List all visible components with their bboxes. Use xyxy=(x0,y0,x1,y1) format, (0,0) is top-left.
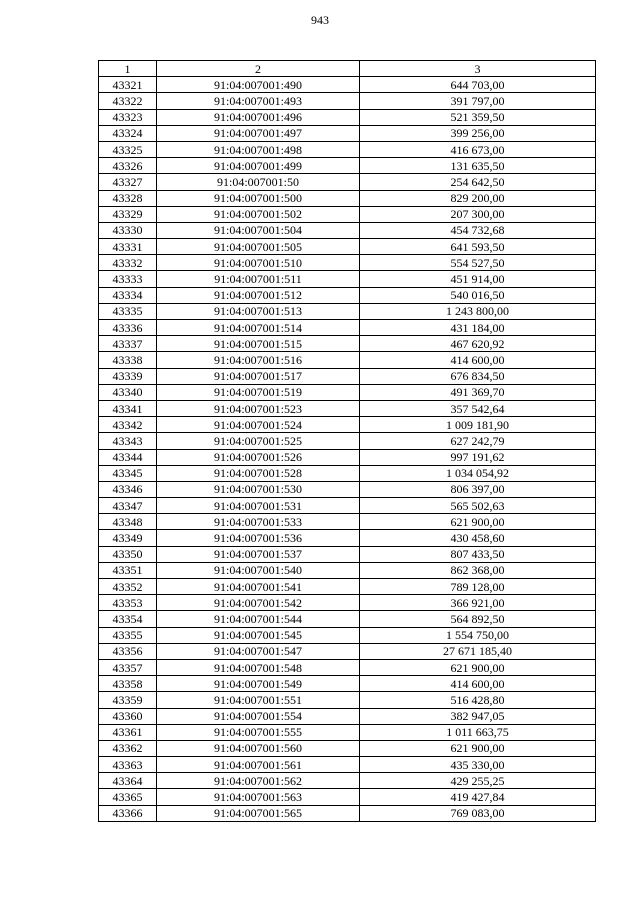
cadastral-number-cell: 91:04:007001:555 xyxy=(157,724,360,740)
table-row xyxy=(99,239,596,255)
cadastral-number-cell: 91:04:007001:516 xyxy=(157,352,360,368)
row-number-cell: 43321 xyxy=(99,77,157,93)
row-number-cell: 43344 xyxy=(99,449,157,465)
cadastral-number-cell: 91:04:007001:540 xyxy=(157,562,360,578)
table-row xyxy=(99,692,596,708)
row-number-cell: 43347 xyxy=(99,498,157,514)
table-row xyxy=(99,611,596,627)
table-row xyxy=(99,287,596,303)
row-number-cell: 43355 xyxy=(99,627,157,643)
value-cell: 1 009 181,90 xyxy=(360,417,596,433)
row-number-cell: 43363 xyxy=(99,757,157,773)
value-cell: 554 527,50 xyxy=(360,255,596,271)
row-number-cell: 43358 xyxy=(99,676,157,692)
table-row xyxy=(99,206,596,222)
row-number-cell: 43337 xyxy=(99,336,157,352)
cadastral-number-cell: 91:04:007001:554 xyxy=(157,708,360,724)
value-cell: 540 016,50 xyxy=(360,287,596,303)
table-row xyxy=(99,190,596,206)
value-cell: 454 732,68 xyxy=(360,222,596,238)
table-row xyxy=(99,384,596,400)
value-cell: 429 255,25 xyxy=(360,773,596,789)
value-cell: 391 797,00 xyxy=(360,93,596,109)
value-cell: 862 368,00 xyxy=(360,562,596,578)
value-cell: 414 600,00 xyxy=(360,676,596,692)
row-number-cell: 43335 xyxy=(99,303,157,319)
row-number-cell: 43360 xyxy=(99,708,157,724)
cadastral-number-cell: 91:04:007001:536 xyxy=(157,530,360,546)
row-number-cell: 43332 xyxy=(99,255,157,271)
cadastral-number-cell: 91:04:007001:530 xyxy=(157,481,360,497)
value-cell: 565 502,63 xyxy=(360,498,596,514)
cadastral-number-cell: 91:04:007001:560 xyxy=(157,740,360,756)
cadastral-number-cell: 91:04:007001:504 xyxy=(157,222,360,238)
value-cell: 829 200,00 xyxy=(360,190,596,206)
cadastral-number-cell: 91:04:007001:549 xyxy=(157,676,360,692)
value-cell: 431 184,00 xyxy=(360,320,596,336)
cadastral-number-cell: 91:04:007001:545 xyxy=(157,627,360,643)
table-row xyxy=(99,740,596,756)
column-header-1: 1 xyxy=(99,61,157,77)
table-header-row xyxy=(99,61,596,77)
cadastral-number-cell: 91:04:007001:512 xyxy=(157,287,360,303)
row-number-cell: 43353 xyxy=(99,595,157,611)
table-row xyxy=(99,514,596,530)
row-number-cell: 43359 xyxy=(99,692,157,708)
table-row xyxy=(99,579,596,595)
value-cell: 1 034 054,92 xyxy=(360,465,596,481)
row-number-cell: 43331 xyxy=(99,239,157,255)
table-row xyxy=(99,125,596,141)
table-body xyxy=(99,77,596,822)
row-number-cell: 43334 xyxy=(99,287,157,303)
table-row xyxy=(99,789,596,805)
value-cell: 621 900,00 xyxy=(360,740,596,756)
cadastral-number-cell: 91:04:007001:542 xyxy=(157,595,360,611)
cadastral-number-cell: 91:04:007001:493 xyxy=(157,93,360,109)
row-number-cell: 43352 xyxy=(99,579,157,595)
table-row xyxy=(99,773,596,789)
table-row xyxy=(99,174,596,190)
value-cell: 1 243 800,00 xyxy=(360,303,596,319)
table-row xyxy=(99,676,596,692)
value-cell: 564 892,50 xyxy=(360,611,596,627)
row-number-cell: 43365 xyxy=(99,789,157,805)
row-number-cell: 43364 xyxy=(99,773,157,789)
row-number-cell: 43354 xyxy=(99,611,157,627)
table-row xyxy=(99,336,596,352)
table-row xyxy=(99,303,596,319)
value-cell: 789 128,00 xyxy=(360,579,596,595)
table-row xyxy=(99,352,596,368)
row-number-cell: 43328 xyxy=(99,190,157,206)
table-row xyxy=(99,643,596,659)
table-row xyxy=(99,465,596,481)
row-number-cell: 43340 xyxy=(99,384,157,400)
table-row xyxy=(99,141,596,157)
cadastral-number-cell: 91:04:007001:514 xyxy=(157,320,360,336)
table-row xyxy=(99,417,596,433)
row-number-cell: 43349 xyxy=(99,530,157,546)
cadastral-number-cell: 91:04:007001:50 xyxy=(157,174,360,190)
cadastral-number-cell: 91:04:007001:510 xyxy=(157,255,360,271)
value-cell: 366 921,00 xyxy=(360,595,596,611)
row-number-cell: 43350 xyxy=(99,546,157,562)
value-cell: 516 428,80 xyxy=(360,692,596,708)
cadastral-number-cell: 91:04:007001:519 xyxy=(157,384,360,400)
row-number-cell: 43333 xyxy=(99,271,157,287)
value-cell: 621 900,00 xyxy=(360,514,596,530)
row-number-cell: 43322 xyxy=(99,93,157,109)
cadastral-number-cell: 91:04:007001:548 xyxy=(157,659,360,675)
row-number-cell: 43346 xyxy=(99,481,157,497)
cadastral-value-table xyxy=(98,60,596,822)
cadastral-number-cell: 91:04:007001:562 xyxy=(157,773,360,789)
cadastral-number-cell: 91:04:007001:525 xyxy=(157,433,360,449)
row-number-cell: 43342 xyxy=(99,417,157,433)
value-cell: 382 947,05 xyxy=(360,708,596,724)
table-row xyxy=(99,368,596,384)
cadastral-number-cell: 91:04:007001:526 xyxy=(157,449,360,465)
cadastral-number-cell: 91:04:007001:502 xyxy=(157,206,360,222)
table-row xyxy=(99,627,596,643)
table-row xyxy=(99,320,596,336)
value-cell: 435 330,00 xyxy=(360,757,596,773)
table-row xyxy=(99,255,596,271)
value-cell: 806 397,00 xyxy=(360,481,596,497)
cadastral-number-cell: 91:04:007001:513 xyxy=(157,303,360,319)
table-row xyxy=(99,659,596,675)
cadastral-number-cell: 91:04:007001:498 xyxy=(157,141,360,157)
row-number-cell: 43357 xyxy=(99,659,157,675)
value-cell: 451 914,00 xyxy=(360,271,596,287)
table-row xyxy=(99,595,596,611)
table-row xyxy=(99,757,596,773)
table-row xyxy=(99,724,596,740)
row-number-cell: 43348 xyxy=(99,514,157,530)
row-number-cell: 43329 xyxy=(99,206,157,222)
value-cell: 399 256,00 xyxy=(360,125,596,141)
row-number-cell: 43330 xyxy=(99,222,157,238)
value-cell: 467 620,92 xyxy=(360,336,596,352)
row-number-cell: 43351 xyxy=(99,562,157,578)
table-row xyxy=(99,93,596,109)
value-cell: 1 554 750,00 xyxy=(360,627,596,643)
value-cell: 769 083,00 xyxy=(360,805,596,821)
value-cell: 621 900,00 xyxy=(360,659,596,675)
value-cell: 1 011 663,75 xyxy=(360,724,596,740)
row-number-cell: 43323 xyxy=(99,109,157,125)
table-row xyxy=(99,708,596,724)
row-number-cell: 43324 xyxy=(99,125,157,141)
row-number-cell: 43362 xyxy=(99,740,157,756)
table-row xyxy=(99,222,596,238)
table-row xyxy=(99,400,596,416)
cadastral-number-cell: 91:04:007001:528 xyxy=(157,465,360,481)
value-cell: 430 458,60 xyxy=(360,530,596,546)
cadastral-number-cell: 91:04:007001:490 xyxy=(157,77,360,93)
value-cell: 491 369,70 xyxy=(360,384,596,400)
row-number-cell: 43366 xyxy=(99,805,157,821)
cadastral-number-cell: 91:04:007001:547 xyxy=(157,643,360,659)
table-row xyxy=(99,109,596,125)
cadastral-number-cell: 91:04:007001:561 xyxy=(157,757,360,773)
value-cell: 644 703,00 xyxy=(360,77,596,93)
row-number-cell: 43341 xyxy=(99,400,157,416)
cadastral-number-cell: 91:04:007001:531 xyxy=(157,498,360,514)
row-number-cell: 43338 xyxy=(99,352,157,368)
table-row xyxy=(99,433,596,449)
table-row xyxy=(99,449,596,465)
row-number-cell: 43336 xyxy=(99,320,157,336)
value-cell: 414 600,00 xyxy=(360,352,596,368)
cadastral-number-cell: 91:04:007001:533 xyxy=(157,514,360,530)
cadastral-number-cell: 91:04:007001:565 xyxy=(157,805,360,821)
value-cell: 254 642,50 xyxy=(360,174,596,190)
cadastral-number-cell: 91:04:007001:500 xyxy=(157,190,360,206)
value-cell: 419 427,84 xyxy=(360,789,596,805)
value-cell: 416 673,00 xyxy=(360,141,596,157)
table-row xyxy=(99,481,596,497)
cadastral-number-cell: 91:04:007001:523 xyxy=(157,400,360,416)
value-cell: 807 433,50 xyxy=(360,546,596,562)
cadastral-number-cell: 91:04:007001:551 xyxy=(157,692,360,708)
cadastral-number-cell: 91:04:007001:544 xyxy=(157,611,360,627)
cadastral-number-cell: 91:04:007001:499 xyxy=(157,158,360,174)
cadastral-number-cell: 91:04:007001:505 xyxy=(157,239,360,255)
value-cell: 27 671 185,40 xyxy=(360,643,596,659)
row-number-cell: 43345 xyxy=(99,465,157,481)
cadastral-number-cell: 91:04:007001:524 xyxy=(157,417,360,433)
value-cell: 357 542,64 xyxy=(360,400,596,416)
cadastral-number-cell: 91:04:007001:497 xyxy=(157,125,360,141)
value-cell: 207 300,00 xyxy=(360,206,596,222)
value-cell: 627 242,79 xyxy=(360,433,596,449)
row-number-cell: 43339 xyxy=(99,368,157,384)
row-number-cell: 43327 xyxy=(99,174,157,190)
column-header-3: 3 xyxy=(360,61,596,77)
page-number: 943 xyxy=(311,13,329,27)
table-row xyxy=(99,271,596,287)
value-cell: 676 834,50 xyxy=(360,368,596,384)
cadastral-number-cell: 91:04:007001:563 xyxy=(157,789,360,805)
table-row xyxy=(99,805,596,821)
value-cell: 641 593,50 xyxy=(360,239,596,255)
row-number-cell: 43325 xyxy=(99,141,157,157)
value-cell: 131 635,50 xyxy=(360,158,596,174)
row-number-cell: 43361 xyxy=(99,724,157,740)
table-row xyxy=(99,77,596,93)
cadastral-number-cell: 91:04:007001:496 xyxy=(157,109,360,125)
row-number-cell: 43356 xyxy=(99,643,157,659)
row-number-cell: 43326 xyxy=(99,158,157,174)
table-row xyxy=(99,498,596,514)
table-row xyxy=(99,546,596,562)
cadastral-number-cell: 91:04:007001:541 xyxy=(157,579,360,595)
value-cell: 997 191,62 xyxy=(360,449,596,465)
cadastral-number-cell: 91:04:007001:511 xyxy=(157,271,360,287)
table-row xyxy=(99,562,596,578)
column-header-2: 2 xyxy=(157,61,360,77)
table-row xyxy=(99,530,596,546)
cadastral-number-cell: 91:04:007001:517 xyxy=(157,368,360,384)
cadastral-number-cell: 91:04:007001:537 xyxy=(157,546,360,562)
cadastral-number-cell: 91:04:007001:515 xyxy=(157,336,360,352)
value-cell: 521 359,50 xyxy=(360,109,596,125)
row-number-cell: 43343 xyxy=(99,433,157,449)
table-row xyxy=(99,158,596,174)
